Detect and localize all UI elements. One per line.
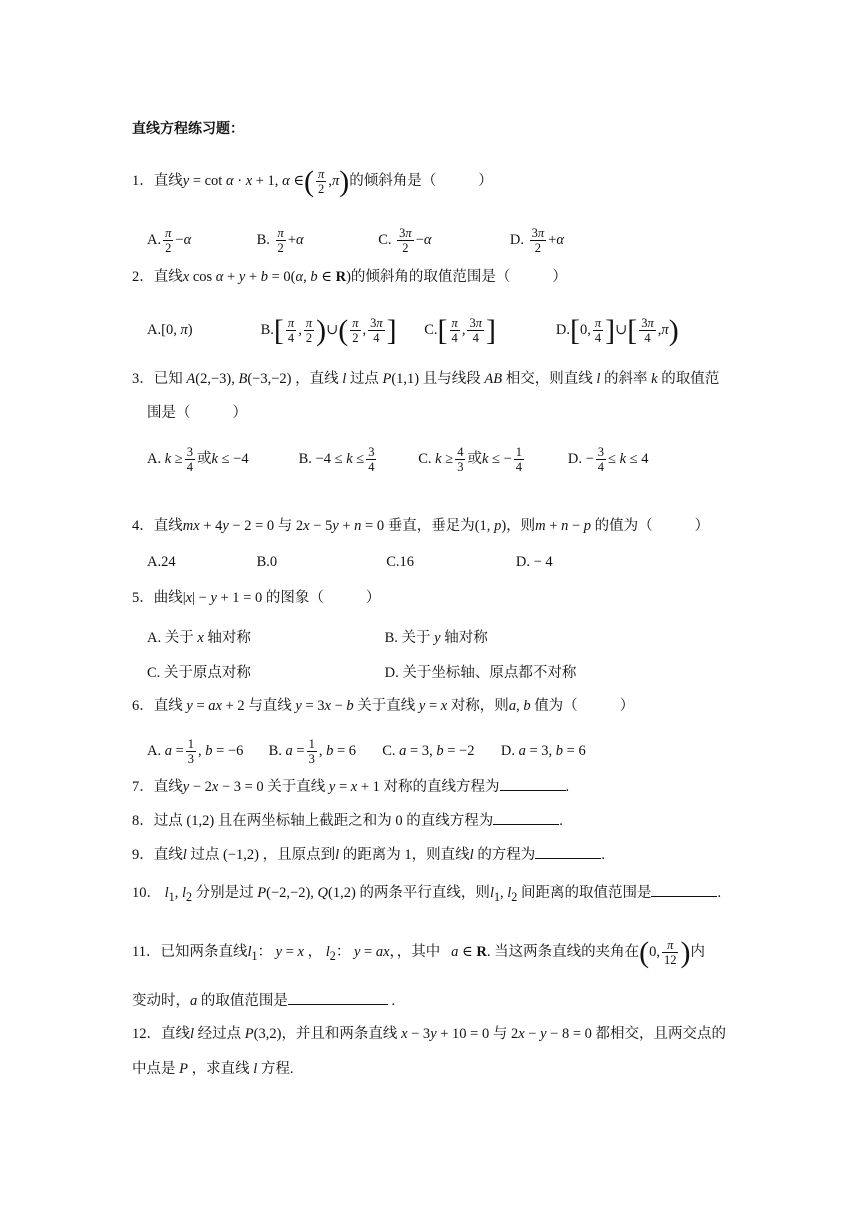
page-title: 直线方程练习题： bbox=[132, 121, 244, 137]
question-3: 3．已知 A(2,−3), B(−3,−2) ，直线 l 过点 P(1,1) 且与线段 AB 相交，则直线 l 的斜率 k 的取值范 bbox=[132, 371, 720, 387]
answer-blank[interactable] bbox=[535, 846, 601, 859]
answer-blank[interactable] bbox=[651, 884, 717, 897]
question-8: 8．过点 (1,2) 且在两坐标轴上截距之和为 0 的直线方程为 . bbox=[132, 813, 563, 829]
question-7: 7．直线y − 2x − 3 = 0 关于直线 y = x + 1 对称的直线方程为 . bbox=[132, 779, 570, 795]
answer-blank[interactable] bbox=[493, 812, 559, 825]
question-1: 1．直线y = cot α · x + 1, α ∈( $\frac{\pi}{2}$ ,π)的倾斜角是（ ） bbox=[132, 164, 493, 198]
question-5-options-row2: C. 关于原点对称 D. 关于坐标轴、原点都不对称 bbox=[147, 665, 577, 681]
question-6-options: A. a = $\frac{1}{3}$ , b = −6 B. a = $\frac{1}{3}$ , b = 6 C. a = 3, b = −2 D. a = 3, b = 6 bbox=[147, 737, 586, 767]
question-3-options: A. k ≥ $\frac{3}{4}$ 或k ≤ −4 B. −4 ≤ k ≤ $\frac{3}{4}$ C. k ≥ $\frac{4}{3}$ 或k ≤ − $\frac{1}{4}$ D. − $\frac{3}{4}$ ≤ k ≤ 4 bbox=[147, 445, 649, 475]
question-1-options: A. $\frac{\pi}{2}$ −α B. $\frac{\pi}{2}$ +α C. $\frac{3\pi}{2}$ −α D. $\frac{3\pi}{2}$ +α bbox=[147, 226, 564, 256]
question-5: 5．曲线|x| − y + 1 = 0 的图象（ ） bbox=[132, 590, 381, 606]
question-10: 10． $l_1$, $l_2$ 分别是过 P(−2,−2), Q(1,2) 的两条平行直线，则$l_1$, $l_2$ 间距离的取值范围是 . bbox=[132, 885, 722, 904]
question-3-line2: 围是（ ） bbox=[147, 405, 247, 421]
question-9: 9．直线l 过点 (−1,2) ，且原点到l 的距离为 1，则直线l 的方程为 . bbox=[132, 847, 605, 863]
question-11: 11．已知两条直线$l_1$： y = x ， $l_2$： y = ax，，其中 a ∈ R. 当这两条直线的夹角在(0, $\frac{\pi}{12}$ )内 bbox=[132, 935, 705, 969]
answer-blank[interactable] bbox=[500, 778, 566, 791]
answer-blank[interactable] bbox=[288, 992, 388, 1005]
question-2: 2．直线x cos α + y + b = 0(α, b ∈ R)的倾斜角的取值范围是（ ） bbox=[132, 269, 567, 285]
question-11-line2: 变动时，a 的取值范围是 . bbox=[132, 993, 396, 1009]
question-4: 4．直线mx + 4y − 2 = 0 与 2x − 5y + n = 0 垂直，垂足为(1, p)，则m + n − p 的值为（ ） bbox=[132, 518, 710, 534]
question-6: 6．直线 y = ax + 2 与直线 y = 3x − b 关于直线 y = x 对称，则a, b 值为（ ） bbox=[132, 698, 635, 714]
question-4-options: A.24 B.0 C.16 D. − 4 bbox=[147, 554, 553, 570]
question-5-options-row1: A. 关于 x 轴对称 B. 关于 y 轴对称 bbox=[147, 630, 488, 646]
question-12: 12．直线l 经过点 P(3,2)，并且和两条直线 x − 3y + 10 = 0 与 2x − y − 8 = 0 都相交，且两交点的 bbox=[132, 1026, 727, 1042]
question-12-line2: 中点是 P ，求直线 l 方程. bbox=[132, 1061, 294, 1077]
question-2-options: A.[0, π) B.[ $\frac{\pi}{4}$ , $\frac{\pi}{2}$ )∪( $\frac{\pi}{2}$ , $\frac{3\pi}{4}$ ] C.[ $\frac{\pi}{4}$ , $\frac{3\pi}{4}$ ] D.[0, $\frac{\pi}{4}$ ]∪[ $\frac{3\pi}{4}$ ,π) bbox=[147, 313, 679, 347]
